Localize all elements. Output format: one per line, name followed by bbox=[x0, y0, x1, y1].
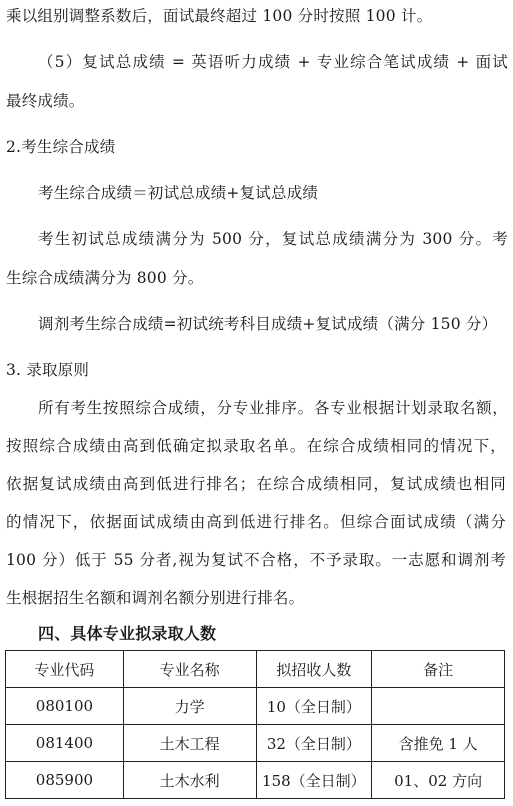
text-line-principle-2: 按照综合成绩由高到低确定拟录取名单。在综合成绩相同的情况下， bbox=[6, 437, 506, 455]
table-cell: 土木工程 bbox=[123, 725, 256, 762]
table-cell: 32（全日制） bbox=[256, 725, 372, 762]
text-line-adjusted-formula: 调剂考生综合成绩=初试统考科目成绩+复试成绩（满分 150 分） bbox=[38, 315, 498, 333]
table-header-cell: 专业名称 bbox=[123, 651, 256, 688]
section-heading-4: 四、具体专业拟录取人数 bbox=[38, 624, 217, 643]
table-header-row bbox=[6, 651, 505, 688]
table-cell: 081400 bbox=[6, 725, 124, 762]
table-cell bbox=[372, 688, 505, 725]
admission-table bbox=[5, 650, 505, 799]
text-line-principle-6: 生根据招生名额和调剂名额分别进行排名。 bbox=[6, 589, 305, 607]
text-line-principle-4: 的情况下，依据面试成绩由高到低进行排名。但综合面试成绩（满分 bbox=[6, 513, 506, 531]
text-line-formula: 考生综合成绩＝初试总成绩+复试总成绩 bbox=[38, 184, 319, 202]
table-cell: 158（全日制） bbox=[256, 762, 372, 799]
table-cell: 085900 bbox=[6, 762, 124, 799]
table-header-cell: 专业代码 bbox=[6, 651, 124, 688]
table-cell: 080100 bbox=[6, 688, 124, 725]
table-row bbox=[6, 688, 505, 725]
text-line-principle-5: 100 分）低于 55 分者,视为复试不合格，不予录取。一志愿和调剂考 bbox=[6, 551, 506, 569]
table-header-cell: 拟招收人数 bbox=[256, 651, 372, 688]
text-line-3: 最终成绩。 bbox=[6, 92, 85, 110]
table-cell: 10（全日制） bbox=[256, 688, 372, 725]
table-row bbox=[6, 762, 505, 799]
table-row bbox=[6, 725, 505, 762]
table-header-cell: 备注 bbox=[372, 651, 505, 688]
text-line-principle-3: 依据复试成绩由高到低进行排名；在综合成绩相同，复试成绩也相同 bbox=[6, 475, 506, 493]
text-line-principle-1: 所有考生按照综合成绩，分专业排序。各专业根据计划录取名额， bbox=[38, 399, 508, 417]
text-line-1: 乘以组别调整系数后，面试最终超过 100 分时按照 100 计。 bbox=[6, 7, 433, 25]
text-line-score-max-1: 考生初试总成绩满分为 500 分，复试总成绩满分为 300 分。考 bbox=[38, 230, 508, 248]
subsection-heading-2: 2.考生综合成绩 bbox=[6, 138, 116, 156]
table-cell: 力学 bbox=[123, 688, 256, 725]
text-line-score-max-2: 生综合成绩满分为 800 分。 bbox=[6, 269, 204, 287]
table-cell: 土木水利 bbox=[123, 762, 256, 799]
subsection-heading-3: 3. 录取原则 bbox=[6, 361, 90, 379]
table-cell: 01、02 方向 bbox=[372, 762, 505, 799]
text-line-2: （5）复试总成绩 = 英语听力成绩 + 专业综合笔试成绩 + 面试 bbox=[38, 53, 508, 71]
table-cell: 含推免 1 人 bbox=[372, 725, 505, 762]
